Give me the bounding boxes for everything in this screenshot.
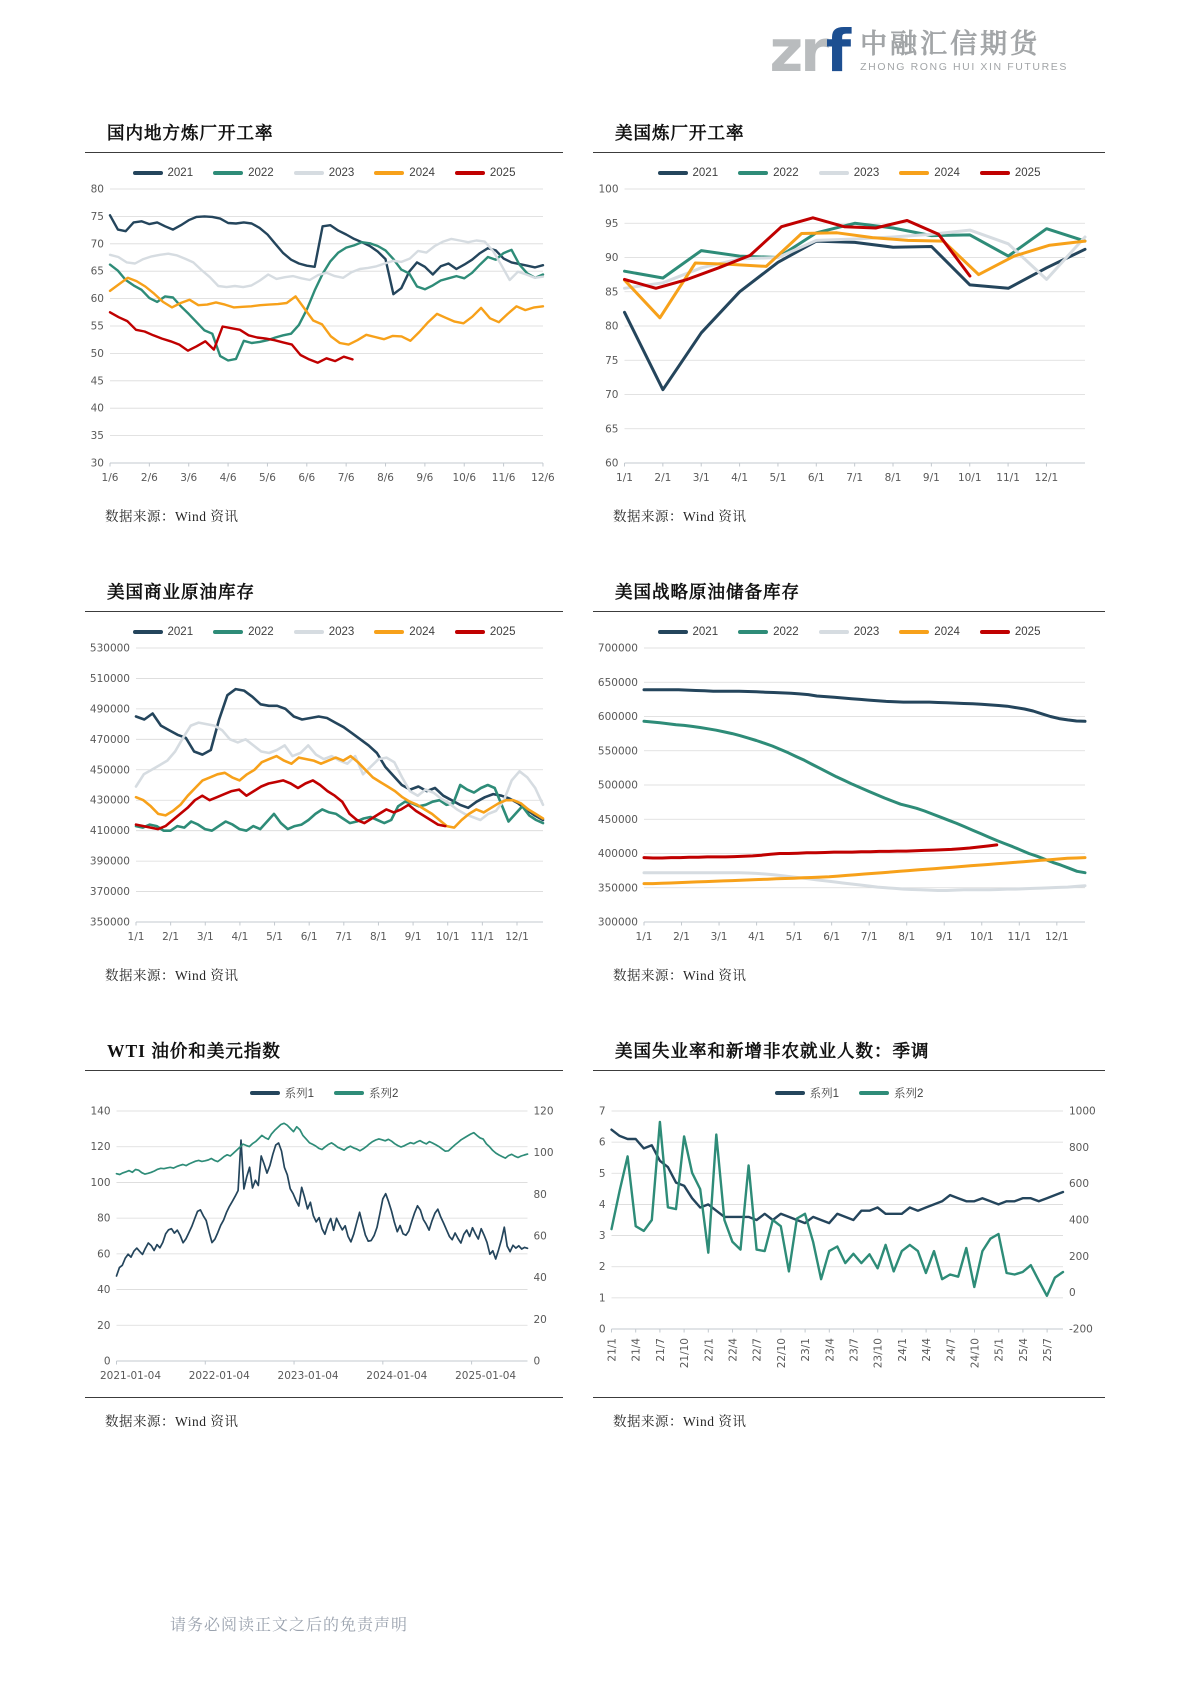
svg-text:140: 140 — [90, 1105, 111, 1118]
title-rule — [85, 1070, 563, 1071]
svg-text:90: 90 — [605, 252, 619, 264]
legend-swatch — [859, 1091, 889, 1095]
legend-item-2023 — [819, 167, 880, 179]
svg-text:3/1: 3/1 — [710, 931, 728, 943]
svg-text:6/1: 6/1 — [807, 472, 825, 484]
legend-label: 2024 — [409, 626, 435, 638]
svg-text:490000: 490000 — [89, 703, 130, 716]
svg-text:80: 80 — [90, 183, 104, 196]
title-rule — [593, 1070, 1105, 1071]
svg-text:2023-01-04: 2023-01-04 — [277, 1370, 339, 1382]
svg-text:2021-01-04: 2021-01-04 — [99, 1370, 162, 1382]
svg-text:9/1: 9/1 — [404, 931, 422, 943]
svg-text:10/1: 10/1 — [435, 931, 460, 943]
legend-swatch — [374, 630, 404, 634]
svg-text:8/1: 8/1 — [898, 931, 916, 943]
svg-text:9/6: 9/6 — [416, 472, 434, 484]
svg-text:6/1: 6/1 — [300, 931, 318, 943]
svg-text:410000: 410000 — [89, 825, 130, 838]
svg-text:21/10: 21/10 — [679, 1338, 692, 1369]
svg-text:20: 20 — [533, 1313, 547, 1326]
svg-text:12/1: 12/1 — [505, 931, 529, 943]
svg-text:7/1: 7/1 — [846, 472, 864, 484]
svg-text:80: 80 — [533, 1188, 547, 1201]
legend-swatch — [775, 1091, 805, 1095]
svg-text:22/7: 22/7 — [751, 1338, 764, 1362]
legend-label: 2023 — [853, 626, 880, 638]
svg-text:40: 40 — [97, 1284, 111, 1297]
svg-text:11/1: 11/1 — [1007, 931, 1032, 943]
svg-text:7: 7 — [598, 1105, 606, 1118]
svg-text:4/6: 4/6 — [219, 472, 237, 484]
legend-item-2021 — [658, 167, 719, 179]
chart-canvas — [593, 640, 1101, 952]
svg-text:5/1: 5/1 — [785, 931, 803, 943]
svg-text:300000: 300000 — [597, 916, 638, 929]
legend-swatch — [213, 171, 243, 175]
svg-text:45: 45 — [90, 375, 104, 388]
chart-canvas — [593, 181, 1101, 493]
figure-bottom-rule — [593, 1397, 1105, 1398]
legend-item-2021 — [133, 167, 194, 179]
svg-text:21/7: 21/7 — [654, 1338, 667, 1362]
svg-text:350000: 350000 — [597, 882, 638, 895]
svg-text:600000: 600000 — [597, 711, 638, 723]
svg-text:12/1: 12/1 — [1034, 472, 1059, 484]
legend-item-2021 — [658, 626, 719, 638]
figure-us-spr-inventory — [593, 579, 1105, 984]
data-source-label: 数据来源：Wind 资讯 — [613, 1414, 747, 1429]
svg-text:12/6: 12/6 — [531, 472, 555, 484]
svg-text:0: 0 — [103, 1355, 111, 1368]
svg-text:75: 75 — [605, 354, 619, 367]
svg-text:800: 800 — [1069, 1141, 1090, 1154]
legend-label: 2022 — [773, 626, 799, 638]
legend-item-2024 — [899, 626, 960, 638]
legend-label: 2022 — [248, 626, 274, 638]
svg-text:6/6: 6/6 — [298, 472, 316, 484]
legend-swatch — [250, 1091, 280, 1095]
legend-item-2025 — [980, 626, 1041, 638]
legend-item-2021 — [133, 626, 194, 638]
svg-text:24/10: 24/10 — [969, 1338, 982, 1369]
svg-text:2022-01-04: 2022-01-04 — [188, 1370, 250, 1382]
svg-text:1000: 1000 — [1069, 1105, 1096, 1118]
svg-text:23/10: 23/10 — [872, 1338, 885, 1369]
svg-text:550000: 550000 — [597, 745, 638, 758]
svg-text:24/4: 24/4 — [921, 1338, 934, 1362]
svg-text:3/6: 3/6 — [180, 472, 198, 484]
svg-text:200: 200 — [1069, 1250, 1090, 1263]
svg-text:400: 400 — [1069, 1214, 1090, 1227]
legend-label: 2023 — [328, 626, 355, 638]
svg-text:23/7: 23/7 — [848, 1338, 861, 1362]
svg-text:1: 1 — [598, 1292, 606, 1305]
svg-text:80: 80 — [605, 320, 619, 333]
legend-swatch — [899, 171, 929, 175]
svg-text:3: 3 — [598, 1230, 606, 1243]
svg-text:2/6: 2/6 — [140, 472, 158, 484]
data-source-label: 数据来源：Wind 资讯 — [613, 968, 747, 983]
svg-text:2/1: 2/1 — [654, 472, 672, 484]
logo-zr-text: zr — [769, 17, 826, 85]
svg-text:100: 100 — [598, 183, 619, 196]
legend-label: 系列2 — [894, 1088, 924, 1100]
svg-text:4/1: 4/1 — [731, 472, 749, 484]
svg-text:70: 70 — [605, 389, 619, 401]
legend-label: 2022 — [773, 167, 799, 179]
title-rule — [593, 152, 1105, 153]
svg-text:55: 55 — [90, 320, 104, 333]
legend-swatch — [334, 1091, 364, 1095]
svg-text:390000: 390000 — [89, 855, 130, 868]
legend-swatch — [899, 630, 929, 634]
legend-item-2025 — [980, 167, 1041, 179]
title-rule — [85, 611, 563, 612]
legend-label: 2023 — [853, 167, 880, 179]
legend-label: 2025 — [1014, 167, 1041, 179]
logo-zrf-mark — [769, 17, 849, 85]
chart-canvas — [85, 640, 559, 952]
legend-item-系列2 — [859, 1085, 923, 1101]
svg-text:11/1: 11/1 — [470, 931, 495, 943]
svg-text:100: 100 — [90, 1176, 111, 1189]
svg-text:450000: 450000 — [597, 813, 638, 826]
chart-canvas — [85, 1103, 559, 1391]
svg-text:7/6: 7/6 — [337, 472, 355, 484]
svg-text:4/1: 4/1 — [231, 931, 249, 943]
legend-item-2024 — [374, 626, 435, 638]
legend-swatch — [658, 630, 688, 634]
legend-item-系列1 — [775, 1085, 839, 1101]
chart-legend — [593, 167, 1105, 179]
svg-text:65: 65 — [605, 423, 619, 436]
legend-swatch — [980, 171, 1010, 175]
svg-text:22/1: 22/1 — [703, 1338, 716, 1362]
svg-text:21/4: 21/4 — [630, 1338, 643, 1362]
legend-swatch — [738, 630, 768, 634]
svg-text:35: 35 — [90, 430, 104, 443]
legend-item-2024 — [899, 167, 960, 179]
svg-text:1/6: 1/6 — [101, 472, 119, 484]
svg-text:350000: 350000 — [89, 916, 130, 929]
svg-text:4: 4 — [598, 1198, 606, 1211]
chart-title: 美国战略原油储备库存 — [615, 582, 800, 602]
svg-text:21/1: 21/1 — [606, 1338, 619, 1362]
svg-text:80: 80 — [97, 1212, 111, 1225]
legend-item-2025 — [455, 626, 516, 638]
legend-item-2024 — [374, 167, 435, 179]
logo-f-text: f — [825, 17, 849, 85]
svg-text:11/6: 11/6 — [491, 472, 516, 484]
chart-legend — [85, 1085, 563, 1101]
legend-swatch — [819, 171, 849, 175]
title-rule — [85, 152, 563, 153]
svg-text:5/6: 5/6 — [258, 472, 276, 484]
svg-text:40: 40 — [533, 1272, 547, 1285]
legend-label: 2025 — [489, 167, 516, 179]
legend-item-系列1 — [250, 1085, 314, 1101]
chart-title: 国内地方炼厂开工率 — [107, 123, 274, 143]
legend-item-2023 — [819, 626, 880, 638]
disclaimer-note: 请务必阅读正文之后的免责声明 — [170, 1617, 409, 1634]
legend-swatch — [658, 171, 688, 175]
svg-text:20: 20 — [97, 1319, 111, 1332]
data-source-label: 数据来源：Wind 资讯 — [105, 1414, 239, 1429]
data-source-label: 数据来源：Wind 资讯 — [105, 509, 239, 524]
legend-swatch — [133, 630, 163, 634]
logo-company-name-en: ZHONG RONG HUI XIN FUTURES — [860, 61, 1068, 73]
data-source-label: 数据来源：Wind 资讯 — [613, 509, 747, 524]
svg-text:8/1: 8/1 — [369, 931, 387, 943]
svg-text:60: 60 — [97, 1248, 111, 1261]
svg-text:700000: 700000 — [597, 642, 638, 655]
legend-label: 2022 — [248, 167, 274, 179]
svg-text:0: 0 — [533, 1355, 541, 1368]
legend-label: 系列1 — [284, 1088, 314, 1100]
svg-text:120: 120 — [90, 1141, 111, 1154]
figure-bottom-rule — [85, 1397, 563, 1398]
figure-us-commercial-crude-inventory — [85, 579, 563, 984]
legend-label: 2025 — [1014, 626, 1041, 638]
svg-text:120: 120 — [533, 1105, 554, 1118]
legend-swatch — [980, 630, 1010, 634]
svg-text:370000: 370000 — [89, 886, 130, 899]
svg-text:10/6: 10/6 — [452, 472, 477, 484]
svg-text:2024-01-04: 2024-01-04 — [366, 1370, 428, 1382]
svg-text:2025-01-04: 2025-01-04 — [455, 1370, 517, 1382]
legend-label: 系列2 — [369, 1088, 399, 1100]
legend-item-2025 — [455, 167, 516, 179]
legend-swatch — [455, 171, 485, 175]
svg-text:0: 0 — [598, 1323, 606, 1336]
figure-us-unemployment-nonfarm — [593, 1038, 1105, 1430]
svg-text:70: 70 — [90, 238, 104, 251]
chart-title: 美国炼厂开工率 — [615, 123, 745, 143]
legend-label: 2023 — [328, 167, 355, 179]
chart-canvas — [85, 181, 559, 493]
svg-text:2/1: 2/1 — [162, 931, 180, 943]
svg-text:450000: 450000 — [89, 764, 130, 777]
legend-swatch — [819, 630, 849, 634]
chart-grid — [85, 120, 1105, 1430]
chart-title: 美国失业率和新增非农就业人数：季调 — [615, 1041, 930, 1061]
svg-text:530000: 530000 — [89, 642, 130, 655]
legend-item-2022 — [213, 167, 274, 179]
svg-text:23/1: 23/1 — [800, 1338, 813, 1362]
svg-text:6/1: 6/1 — [823, 931, 841, 943]
svg-text:24/1: 24/1 — [896, 1338, 909, 1362]
legend-label: 2024 — [934, 167, 960, 179]
svg-text:650000: 650000 — [597, 676, 638, 689]
svg-text:25/4: 25/4 — [1017, 1338, 1030, 1362]
legend-item-2022 — [213, 626, 274, 638]
legend-label: 2021 — [692, 626, 719, 638]
svg-text:60: 60 — [533, 1230, 547, 1243]
svg-text:400000: 400000 — [597, 848, 638, 860]
figure-us-refinery-operating-rate — [593, 120, 1105, 525]
legend-item-系列2 — [334, 1085, 398, 1101]
svg-text:10/1: 10/1 — [969, 931, 994, 943]
svg-text:6: 6 — [598, 1136, 606, 1149]
svg-text:-200: -200 — [1069, 1323, 1093, 1336]
legend-label: 2025 — [489, 626, 516, 638]
svg-text:50: 50 — [90, 347, 104, 360]
legend-label: 系列1 — [809, 1088, 839, 1100]
legend-swatch — [374, 171, 404, 175]
svg-text:23/4: 23/4 — [824, 1338, 837, 1362]
legend-swatch — [213, 630, 243, 634]
svg-text:3/1: 3/1 — [196, 931, 214, 943]
svg-text:25/1: 25/1 — [993, 1338, 1006, 1362]
chart-legend — [85, 167, 563, 179]
svg-text:12/1: 12/1 — [1045, 931, 1069, 943]
svg-text:8/1: 8/1 — [884, 472, 902, 484]
legend-item-2022 — [738, 167, 799, 179]
legend-swatch — [455, 630, 485, 634]
svg-text:8/6: 8/6 — [377, 472, 394, 484]
svg-text:470000: 470000 — [89, 733, 130, 746]
svg-text:22/10: 22/10 — [775, 1338, 788, 1369]
svg-text:1/1: 1/1 — [127, 931, 145, 943]
svg-text:75: 75 — [90, 210, 104, 223]
svg-text:22/4: 22/4 — [727, 1338, 740, 1362]
legend-label: 2021 — [167, 626, 194, 638]
legend-swatch — [294, 630, 324, 634]
legend-label: 2024 — [409, 167, 435, 179]
svg-text:430000: 430000 — [89, 794, 130, 807]
svg-text:500000: 500000 — [597, 779, 638, 792]
legend-item-2022 — [738, 626, 799, 638]
chart-title: WTI 油价和美元指数 — [107, 1041, 281, 1061]
legend-swatch — [294, 171, 324, 175]
svg-text:60: 60 — [605, 457, 619, 470]
svg-text:60: 60 — [90, 293, 104, 306]
svg-text:10/1: 10/1 — [957, 472, 982, 484]
logo-company-name-cn: 中融汇信期货 — [860, 29, 1041, 59]
svg-text:5/1: 5/1 — [769, 472, 787, 484]
chart-legend — [85, 626, 563, 638]
svg-text:1/1: 1/1 — [635, 931, 653, 943]
company-logo — [769, 17, 1068, 85]
svg-text:7/1: 7/1 — [860, 931, 878, 943]
svg-text:9/1: 9/1 — [935, 931, 953, 943]
svg-text:2: 2 — [598, 1261, 606, 1274]
svg-text:40: 40 — [90, 402, 104, 415]
legend-swatch — [738, 171, 768, 175]
data-source-label: 数据来源：Wind 资讯 — [105, 968, 239, 983]
svg-text:2/1: 2/1 — [673, 931, 690, 943]
svg-text:95: 95 — [605, 217, 619, 230]
chart-legend — [593, 626, 1105, 638]
svg-text:100: 100 — [533, 1147, 554, 1160]
legend-swatch — [133, 171, 163, 175]
legend-label: 2021 — [692, 167, 719, 179]
svg-text:3/1: 3/1 — [692, 472, 710, 484]
svg-text:0: 0 — [1069, 1287, 1076, 1300]
svg-text:85: 85 — [605, 286, 619, 299]
svg-text:510000: 510000 — [89, 672, 130, 685]
svg-text:9/1: 9/1 — [922, 472, 940, 484]
title-rule — [593, 611, 1105, 612]
legend-label: 2021 — [167, 167, 194, 179]
figure-wti-and-dollar-index — [85, 1038, 563, 1430]
legend-item-2023 — [294, 626, 355, 638]
svg-text:5/1: 5/1 — [266, 931, 283, 943]
legend-label: 2024 — [934, 626, 960, 638]
svg-text:4/1: 4/1 — [748, 931, 766, 943]
svg-text:11/1: 11/1 — [996, 472, 1020, 484]
chart-legend — [593, 1085, 1105, 1101]
svg-text:1/1: 1/1 — [616, 472, 633, 484]
svg-text:30: 30 — [90, 457, 104, 470]
svg-text:600: 600 — [1069, 1178, 1090, 1191]
chart-title: 美国商业原油库存 — [107, 582, 255, 602]
legend-item-2023 — [294, 167, 355, 179]
svg-text:65: 65 — [90, 265, 104, 278]
figure-domestic-refinery-operating-rate — [85, 120, 563, 525]
svg-text:5: 5 — [598, 1167, 606, 1180]
chart-canvas — [593, 1103, 1101, 1391]
svg-text:7/1: 7/1 — [335, 931, 353, 943]
svg-text:25/7: 25/7 — [1042, 1338, 1055, 1362]
svg-text:24/7: 24/7 — [945, 1338, 958, 1362]
